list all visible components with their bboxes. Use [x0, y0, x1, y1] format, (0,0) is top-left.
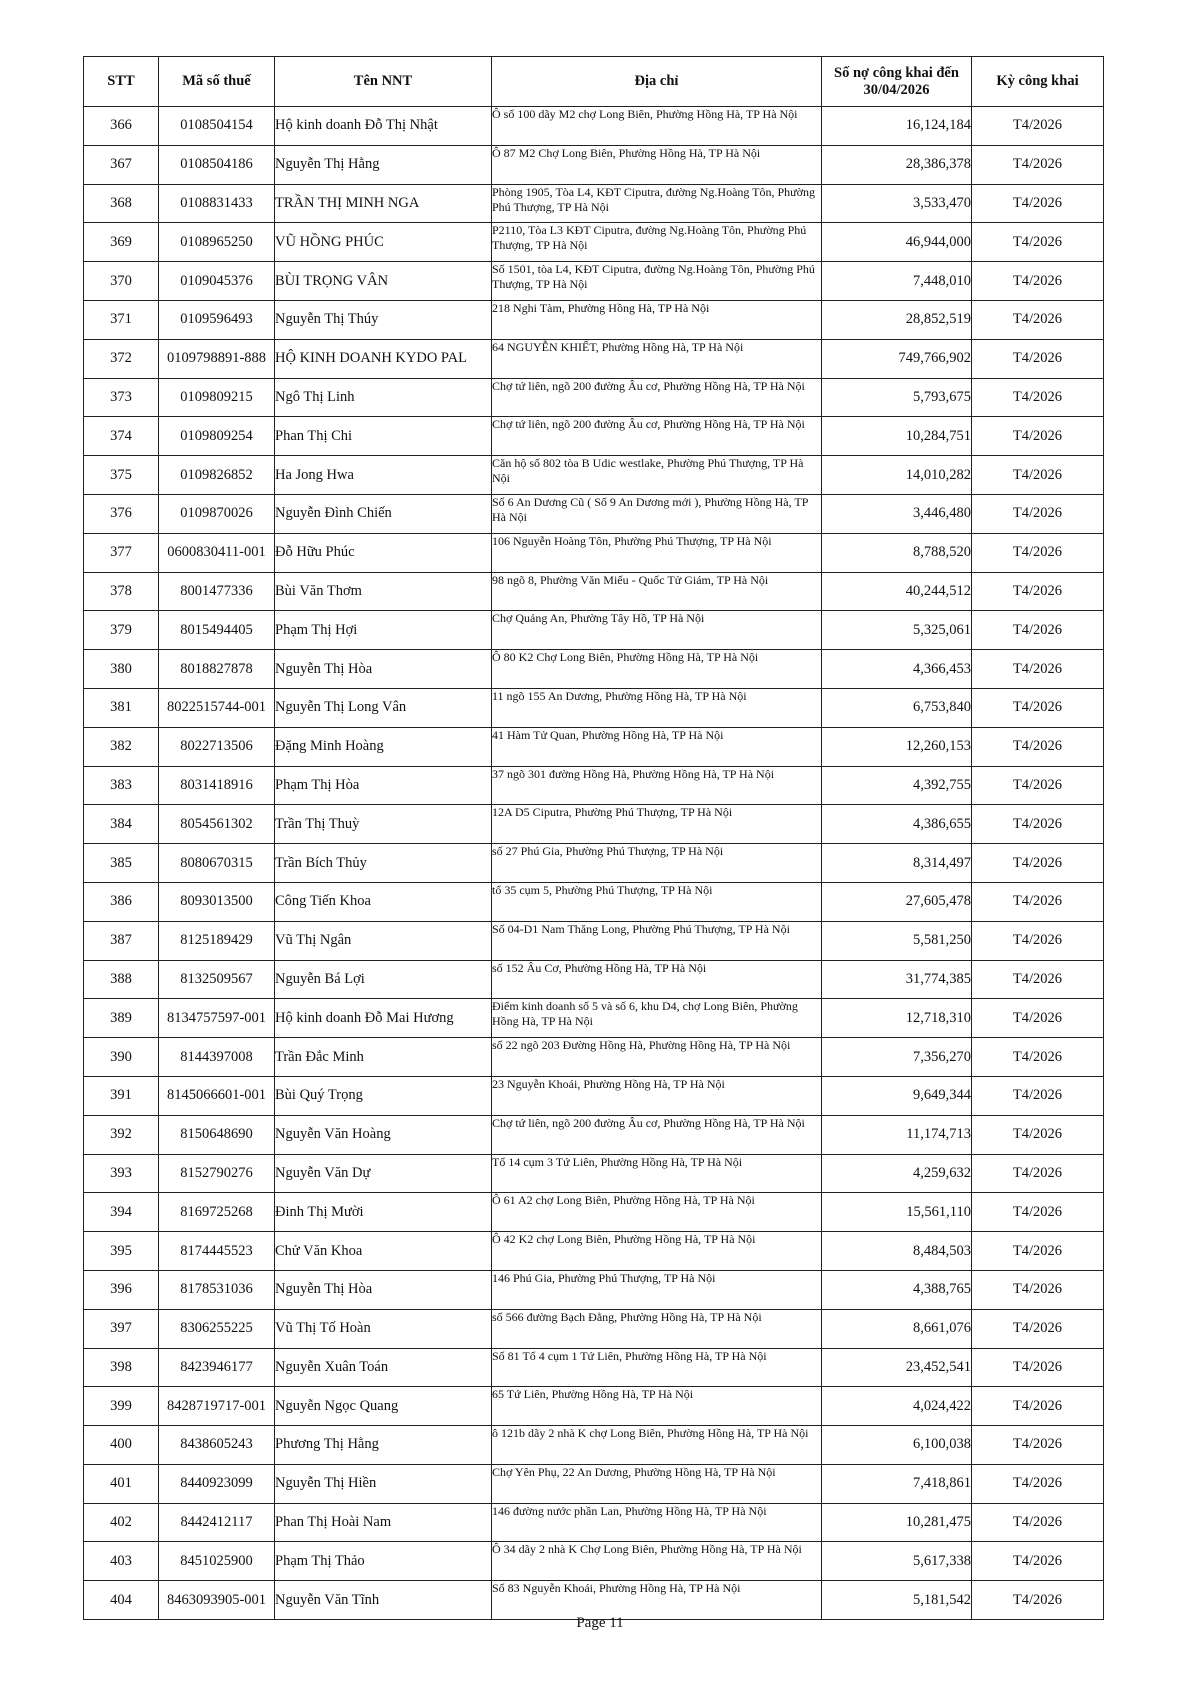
taxpayer-name-cell: Đặng Minh Hoàng: [275, 727, 492, 766]
publication-period-cell: T4/2026: [972, 1309, 1104, 1348]
taxpayer-name-cell: Nguyễn Xuân Toán: [275, 1348, 492, 1387]
row-number-cell: 369: [84, 223, 159, 262]
tax-code-cell: 8022515744-001: [159, 688, 275, 727]
table-row: [84, 960, 1104, 999]
table-row: [84, 456, 1104, 495]
table-row: [84, 1193, 1104, 1232]
taxpayer-name-cell: Đinh Thị Mười: [275, 1193, 492, 1232]
taxpayer-name-cell: Phạm Thị Thảo: [275, 1542, 492, 1581]
publication-period-cell: T4/2026: [972, 494, 1104, 533]
taxpayer-name-cell: Vũ Thị Tố Hoàn: [275, 1309, 492, 1348]
publication-period-cell: T4/2026: [972, 921, 1104, 960]
row-number-cell: 404: [84, 1581, 159, 1620]
publication-period-cell: T4/2026: [972, 844, 1104, 883]
table-row: [84, 378, 1104, 417]
row-number-cell: 375: [84, 456, 159, 495]
publication-period-cell: T4/2026: [972, 300, 1104, 339]
table-row: [84, 1232, 1104, 1271]
debt-amount-cell: 15,561,110: [822, 1193, 972, 1232]
table-row: [84, 1503, 1104, 1542]
tax-code-cell: 8125189429: [159, 921, 275, 960]
table-row: [84, 1154, 1104, 1193]
debt-amount-cell: 28,386,378: [822, 145, 972, 184]
debt-amount-cell: 12,718,310: [822, 999, 972, 1038]
address-cell: Ô 87 M2 Chợ Long Biên, Phường Hồng Hà, TP Hà Nội: [492, 145, 822, 184]
taxpayer-name-cell: Nguyễn Thị Hằng: [275, 145, 492, 184]
address-cell: 23 Nguyễn Khoái, Phường Hồng Hà, TP Hà Nội: [492, 1076, 822, 1115]
tax-code-cell: 0109809215: [159, 378, 275, 417]
taxpayer-name-cell: VŨ HỒNG PHÚC: [275, 223, 492, 262]
debt-amount-cell: 14,010,282: [822, 456, 972, 495]
publication-period-cell: T4/2026: [972, 805, 1104, 844]
taxpayer-name-cell: BÙI TRỌNG VÂN: [275, 262, 492, 301]
table-row: [84, 572, 1104, 611]
address-cell: Tổ 14 cụm 3 Tứ Liên, Phường Hồng Hà, TP Hà Nội: [492, 1154, 822, 1193]
address-cell: Ô 34 dãy 2 nhà K Chợ Long Biên, Phường Hồng Hà, TP Hà Nội: [492, 1542, 822, 1581]
address-cell: Số 6 An Dương Cũ ( Số 9 An Dương mới ), Phường Hồng Hà, TP Hà Nội: [492, 494, 822, 533]
row-number-cell: 395: [84, 1232, 159, 1271]
table-row: [84, 688, 1104, 727]
publication-period-cell: T4/2026: [972, 688, 1104, 727]
taxpayer-name-cell: Nguyễn Thị Hòa: [275, 650, 492, 689]
table-row: [84, 107, 1104, 146]
debt-amount-cell: 5,793,675: [822, 378, 972, 417]
debt-amount-cell: 23,452,541: [822, 1348, 972, 1387]
address-cell: Ô 80 K2 Chợ Long Biên, Phường Hồng Hà, TP Hà Nội: [492, 650, 822, 689]
publication-period-cell: T4/2026: [972, 1115, 1104, 1154]
row-number-cell: 386: [84, 882, 159, 921]
tax-code-cell: 8018827878: [159, 650, 275, 689]
debt-amount-cell: 3,533,470: [822, 184, 972, 223]
tax-code-cell: 0108965250: [159, 223, 275, 262]
taxpayer-name-cell: Đỗ Hữu Phúc: [275, 533, 492, 572]
address-cell: Chợ tứ liên, ngõ 200 đường Âu cơ, Phường Hồng Hà, TP Hà Nội: [492, 1115, 822, 1154]
debt-amount-cell: 7,418,861: [822, 1464, 972, 1503]
table-row: [84, 1115, 1104, 1154]
tax-code-cell: 8080670315: [159, 844, 275, 883]
row-number-cell: 399: [84, 1387, 159, 1426]
table-row: [84, 533, 1104, 572]
table-row: [84, 223, 1104, 262]
row-number-cell: 380: [84, 650, 159, 689]
debt-amount-cell: 8,661,076: [822, 1309, 972, 1348]
publication-period-cell: T4/2026: [972, 572, 1104, 611]
row-number-cell: 374: [84, 417, 159, 456]
taxpayer-name-cell: Phạm Thị Hợi: [275, 611, 492, 650]
tax-code-cell: 8451025900: [159, 1542, 275, 1581]
row-number-cell: 400: [84, 1426, 159, 1465]
row-number-cell: 377: [84, 533, 159, 572]
taxpayer-name-cell: Nguyễn Ngọc Quang: [275, 1387, 492, 1426]
header-taxpayer-name: Tên NNT: [275, 57, 492, 107]
publication-period-cell: T4/2026: [972, 1542, 1104, 1581]
debt-amount-cell: 6,753,840: [822, 688, 972, 727]
debt-amount-cell: 5,617,338: [822, 1542, 972, 1581]
table-row: [84, 1581, 1104, 1620]
debt-amount-cell: 40,244,512: [822, 572, 972, 611]
row-number-cell: 391: [84, 1076, 159, 1115]
row-number-cell: 384: [84, 805, 159, 844]
publication-period-cell: T4/2026: [972, 882, 1104, 921]
address-cell: 65 Tứ Liên, Phường Hồng Hà, TP Hà Nội: [492, 1387, 822, 1426]
tax-code-cell: 0109870026: [159, 494, 275, 533]
debt-amount-cell: 749,766,902: [822, 339, 972, 378]
debt-amount-cell: 10,284,751: [822, 417, 972, 456]
taxpayer-name-cell: Nguyễn Thị Hòa: [275, 1270, 492, 1309]
publication-period-cell: T4/2026: [972, 456, 1104, 495]
debt-amount-cell: 10,281,475: [822, 1503, 972, 1542]
publication-period-cell: T4/2026: [972, 1464, 1104, 1503]
taxpayer-name-cell: Phan Thị Chi: [275, 417, 492, 456]
page-number: Page 11: [576, 1615, 624, 1631]
taxpayer-name-cell: Công Tiến Khoa: [275, 882, 492, 921]
header-tax-code: Mã số thuế: [159, 57, 275, 107]
tax-code-cell: 8132509567: [159, 960, 275, 999]
row-number-cell: 382: [84, 727, 159, 766]
tax-code-cell: 0109798891-888: [159, 339, 275, 378]
address-cell: 64 NGUYỄN KHIẾT, Phường Hồng Hà, TP Hà Nội: [492, 339, 822, 378]
address-cell: 11 ngõ 155 An Dương, Phường Hồng Hà, TP Hà Nội: [492, 688, 822, 727]
debt-amount-cell: 28,852,519: [822, 300, 972, 339]
header-period: Kỳ công khai: [972, 57, 1104, 107]
header-stt: STT: [84, 57, 159, 107]
publication-period-cell: T4/2026: [972, 1154, 1104, 1193]
tax-code-cell: 8428719717-001: [159, 1387, 275, 1426]
header-address: Địa chỉ: [492, 57, 822, 107]
tax-code-cell: 0108504186: [159, 145, 275, 184]
row-number-cell: 370: [84, 262, 159, 301]
publication-period-cell: T4/2026: [972, 339, 1104, 378]
table-row: [84, 1270, 1104, 1309]
taxpayer-name-cell: Chử Văn Khoa: [275, 1232, 492, 1271]
table-row: [84, 1038, 1104, 1077]
row-number-cell: 376: [84, 494, 159, 533]
debt-amount-cell: 5,325,061: [822, 611, 972, 650]
taxpayer-name-cell: Vũ Thị Ngân: [275, 921, 492, 960]
debt-amount-cell: 4,259,632: [822, 1154, 972, 1193]
address-cell: Chợ tứ liên, ngõ 200 đường Âu cơ, Phường Hồng Hà, TP Hà Nội: [492, 417, 822, 456]
tax-code-cell: 8306255225: [159, 1309, 275, 1348]
address-cell: Chợ tứ liên, ngõ 200 đường Âu cơ, Phường Hồng Hà, TP Hà Nội: [492, 378, 822, 417]
taxpayer-name-cell: Nguyễn Văn Hoàng: [275, 1115, 492, 1154]
debt-amount-cell: 7,356,270: [822, 1038, 972, 1077]
address-cell: Phòng 1905, Tòa L4, KĐT Ciputra, đường Ng.Hoàng Tôn, Phường Phú Thượng, TP Hà Nội: [492, 184, 822, 223]
address-cell: Căn hộ số 802 tòa B Udic westlake, Phường Phú Thượng, TP Hà Nội: [492, 456, 822, 495]
tax-code-cell: 8054561302: [159, 805, 275, 844]
debt-amount-cell: 12,260,153: [822, 727, 972, 766]
publication-period-cell: T4/2026: [972, 223, 1104, 262]
address-cell: Số 1501, tòa L4, KĐT Ciputra, đường Ng.Hoàng Tôn, Phường Phú Thượng, TP Hà Nội: [492, 262, 822, 301]
taxpayer-name-cell: Phạm Thị Hòa: [275, 766, 492, 805]
tax-code-cell: 8178531036: [159, 1270, 275, 1309]
table-row: [84, 184, 1104, 223]
debt-amount-cell: 46,944,000: [822, 223, 972, 262]
row-number-cell: 397: [84, 1309, 159, 1348]
row-number-cell: 390: [84, 1038, 159, 1077]
table-header-row: [84, 57, 1104, 107]
address-cell: ô 121b dãy 2 nhà K chợ Long Biên, Phường Hồng Hà, TP Hà Nội: [492, 1426, 822, 1465]
table-row: [84, 882, 1104, 921]
taxpayer-name-cell: Hộ kinh doanh Đỗ Thị Nhật: [275, 107, 492, 146]
tax-code-cell: 8134757597-001: [159, 999, 275, 1038]
publication-period-cell: T4/2026: [972, 766, 1104, 805]
table-row: [84, 844, 1104, 883]
debt-amount-cell: 3,446,480: [822, 494, 972, 533]
row-number-cell: 381: [84, 688, 159, 727]
publication-period-cell: T4/2026: [972, 417, 1104, 456]
table-row: [84, 999, 1104, 1038]
address-cell: 106 Nguyễn Hoàng Tôn, Phường Phú Thượng, TP Hà Nội: [492, 533, 822, 572]
tax-code-cell: 8145066601-001: [159, 1076, 275, 1115]
publication-period-cell: T4/2026: [972, 1038, 1104, 1077]
table-row: [84, 766, 1104, 805]
publication-period-cell: T4/2026: [972, 1581, 1104, 1620]
debt-amount-cell: 7,448,010: [822, 262, 972, 301]
debt-amount-cell: 6,100,038: [822, 1426, 972, 1465]
address-cell: số 27 Phú Gia, Phường Phú Thượng, TP Hà Nội: [492, 844, 822, 883]
publication-period-cell: T4/2026: [972, 1076, 1104, 1115]
table-row: [84, 417, 1104, 456]
taxpayer-name-cell: Trần Thị Thuỳ: [275, 805, 492, 844]
taxpayer-name-cell: Ha Jong Hwa: [275, 456, 492, 495]
address-cell: 41 Hàm Tử Quan, Phường Hồng Hà, TP Hà Nội: [492, 727, 822, 766]
taxpayer-name-cell: HỘ KINH DOANH KYDO PAL: [275, 339, 492, 378]
publication-period-cell: T4/2026: [972, 1426, 1104, 1465]
address-cell: Ô 61 A2 chợ Long Biên, Phường Hồng Hà, TP Hà Nội: [492, 1193, 822, 1232]
debt-amount-cell: 11,174,713: [822, 1115, 972, 1154]
row-number-cell: 403: [84, 1542, 159, 1581]
tax-code-cell: 0108831433: [159, 184, 275, 223]
publication-period-cell: T4/2026: [972, 1348, 1104, 1387]
publication-period-cell: T4/2026: [972, 650, 1104, 689]
row-number-cell: 371: [84, 300, 159, 339]
tax-code-cell: 0108504154: [159, 107, 275, 146]
publication-period-cell: T4/2026: [972, 145, 1104, 184]
taxpayer-name-cell: Trần Bích Thủy: [275, 844, 492, 883]
row-number-cell: 368: [84, 184, 159, 223]
publication-period-cell: T4/2026: [972, 611, 1104, 650]
publication-period-cell: T4/2026: [972, 378, 1104, 417]
publication-period-cell: T4/2026: [972, 727, 1104, 766]
address-cell: 146 đường nước phần Lan, Phường Hồng Hà, TP Hà Nội: [492, 1503, 822, 1542]
tax-code-cell: 0109045376: [159, 262, 275, 301]
table-row: [84, 300, 1104, 339]
tax-code-cell: 8152790276: [159, 1154, 275, 1193]
row-number-cell: 378: [84, 572, 159, 611]
row-number-cell: 402: [84, 1503, 159, 1542]
table-row: [84, 727, 1104, 766]
debt-amount-cell: 31,774,385: [822, 960, 972, 999]
taxpayer-name-cell: Nguyễn Bá Lợi: [275, 960, 492, 999]
tax-code-cell: 0109809254: [159, 417, 275, 456]
row-number-cell: 389: [84, 999, 159, 1038]
address-cell: 98 ngõ 8, Phường Văn Miếu - Quốc Tử Giám, TP Hà Nội: [492, 572, 822, 611]
tax-code-cell: 8438605243: [159, 1426, 275, 1465]
taxpayer-name-cell: Trần Đắc Minh: [275, 1038, 492, 1077]
address-cell: Chợ Yên Phụ, 22 An Dương, Phường Hồng Hà, TP Hà Nội: [492, 1464, 822, 1503]
address-cell: Số 83 Nguyễn Khoái, Phường Hồng Hà, TP Hà Nội: [492, 1581, 822, 1620]
header-debt-amount: Số nợ công khai đến 30/04/2026: [822, 57, 972, 107]
tax-code-cell: 8423946177: [159, 1348, 275, 1387]
row-number-cell: 385: [84, 844, 159, 883]
debt-amount-cell: 8,788,520: [822, 533, 972, 572]
table-row: [84, 262, 1104, 301]
tax-code-cell: 8093013500: [159, 882, 275, 921]
publication-period-cell: T4/2026: [972, 1387, 1104, 1426]
address-cell: 146 Phú Gia, Phường Phú Thượng, TP Hà Nội: [492, 1270, 822, 1309]
row-number-cell: 387: [84, 921, 159, 960]
address-cell: số 22 ngõ 203 Đường Hồng Hà, Phường Hồng Hà, TP Hà Nội: [492, 1038, 822, 1077]
debt-amount-cell: 8,484,503: [822, 1232, 972, 1271]
tax-code-cell: 8015494405: [159, 611, 275, 650]
table-row: [84, 611, 1104, 650]
table-row: [84, 339, 1104, 378]
publication-period-cell: T4/2026: [972, 184, 1104, 223]
taxpayer-name-cell: Phương Thị Hằng: [275, 1426, 492, 1465]
table-row: [84, 494, 1104, 533]
table-row: [84, 1542, 1104, 1581]
row-number-cell: 401: [84, 1464, 159, 1503]
tax-debt-table: [83, 56, 1104, 1620]
taxpayer-name-cell: Bùi Văn Thơm: [275, 572, 492, 611]
row-number-cell: 367: [84, 145, 159, 184]
table-row: [84, 1076, 1104, 1115]
publication-period-cell: T4/2026: [972, 960, 1104, 999]
publication-period-cell: T4/2026: [972, 262, 1104, 301]
row-number-cell: 366: [84, 107, 159, 146]
debt-amount-cell: 4,392,755: [822, 766, 972, 805]
tax-code-cell: 8174445523: [159, 1232, 275, 1271]
taxpayer-name-cell: Nguyễn Thị Thúy: [275, 300, 492, 339]
table-body: [84, 107, 1104, 1620]
address-cell: tổ 35 cụm 5, Phường Phú Thượng, TP Hà Nội: [492, 882, 822, 921]
address-cell: 12A D5 Ciputra, Phường Phú Thượng, TP Hà Nội: [492, 805, 822, 844]
table-row: [84, 921, 1104, 960]
row-number-cell: 398: [84, 1348, 159, 1387]
row-number-cell: 393: [84, 1154, 159, 1193]
publication-period-cell: T4/2026: [972, 107, 1104, 146]
row-number-cell: 396: [84, 1270, 159, 1309]
tax-code-cell: 8022713506: [159, 727, 275, 766]
taxpayer-name-cell: Nguyễn Thị Hiền: [275, 1464, 492, 1503]
row-number-cell: 372: [84, 339, 159, 378]
row-number-cell: 383: [84, 766, 159, 805]
publication-period-cell: T4/2026: [972, 533, 1104, 572]
taxpayer-name-cell: Nguyễn Đình Chiến: [275, 494, 492, 533]
publication-period-cell: T4/2026: [972, 1270, 1104, 1309]
table-row: [84, 1387, 1104, 1426]
address-cell: Số 81 Tổ 4 cụm 1 Tứ Liên, Phường Hồng Hà, TP Hà Nội: [492, 1348, 822, 1387]
publication-period-cell: T4/2026: [972, 1232, 1104, 1271]
debt-amount-cell: 9,649,344: [822, 1076, 972, 1115]
tax-code-cell: 8031418916: [159, 766, 275, 805]
debt-amount-cell: 4,386,655: [822, 805, 972, 844]
publication-period-cell: T4/2026: [972, 999, 1104, 1038]
address-cell: số 152 Âu Cơ, Phường Hồng Hà, TP Hà Nội: [492, 960, 822, 999]
debt-amount-cell: 8,314,497: [822, 844, 972, 883]
debt-amount-cell: 4,024,422: [822, 1387, 972, 1426]
taxpayer-name-cell: Bùi Quý Trọng: [275, 1076, 492, 1115]
debt-amount-cell: 4,388,765: [822, 1270, 972, 1309]
row-number-cell: 394: [84, 1193, 159, 1232]
row-number-cell: 379: [84, 611, 159, 650]
tax-code-cell: 0109826852: [159, 456, 275, 495]
address-cell: Ô số 100 dãy M2 chợ Long Biên, Phường Hồng Hà, TP Hà Nội: [492, 107, 822, 146]
publication-period-cell: T4/2026: [972, 1193, 1104, 1232]
table-row: [84, 1309, 1104, 1348]
taxpayer-name-cell: Nguyễn Văn Tĩnh: [275, 1581, 492, 1620]
address-cell: 218 Nghi Tàm, Phường Hồng Hà, TP Hà Nội: [492, 300, 822, 339]
row-number-cell: 388: [84, 960, 159, 999]
tax-code-cell: 8440923099: [159, 1464, 275, 1503]
tax-code-cell: 0600830411-001: [159, 533, 275, 572]
taxpayer-name-cell: Ngô Thị Linh: [275, 378, 492, 417]
address-cell: P2110, Tòa L3 KĐT Ciputra, đường Ng.Hoàng Tôn, Phường Phú Thượng, TP Hà Nội: [492, 223, 822, 262]
row-number-cell: 392: [84, 1115, 159, 1154]
address-cell: Điểm kinh doanh số 5 và số 6, khu D4, chợ Long Biên, Phường Hồng Hà, TP Hà Nội: [492, 999, 822, 1038]
tax-code-cell: 0109596493: [159, 300, 275, 339]
tax-code-cell: 8169725268: [159, 1193, 275, 1232]
debt-amount-cell: 5,181,542: [822, 1581, 972, 1620]
tax-code-cell: 8001477336: [159, 572, 275, 611]
address-cell: Số 04-D1 Nam Thăng Long, Phường Phú Thượng, TP Hà Nội: [492, 921, 822, 960]
tax-code-cell: 8144397008: [159, 1038, 275, 1077]
address-cell: Ô 42 K2 chợ Long Biên, Phường Hồng Hà, TP Hà Nội: [492, 1232, 822, 1271]
table-row: [84, 650, 1104, 689]
taxpayer-name-cell: Hộ kinh doanh Đỗ Mai Hương: [275, 999, 492, 1038]
debt-amount-cell: 5,581,250: [822, 921, 972, 960]
taxpayer-name-cell: Nguyễn Thị Long Vân: [275, 688, 492, 727]
table-row: [84, 1426, 1104, 1465]
table-row: [84, 145, 1104, 184]
address-cell: Chợ Quảng An, Phường Tây Hồ, TP Hà Nội: [492, 611, 822, 650]
table-row: [84, 1348, 1104, 1387]
taxpayer-name-cell: Phan Thị Hoài Nam: [275, 1503, 492, 1542]
tax-code-cell: 8463093905-001: [159, 1581, 275, 1620]
table-row: [84, 805, 1104, 844]
table-row: [84, 1464, 1104, 1503]
tax-code-cell: 8150648690: [159, 1115, 275, 1154]
publication-period-cell: T4/2026: [972, 1503, 1104, 1542]
debt-amount-cell: 4,366,453: [822, 650, 972, 689]
taxpayer-name-cell: TRẦN THỊ MINH NGA: [275, 184, 492, 223]
taxpayer-name-cell: Nguyễn Văn Dự: [275, 1154, 492, 1193]
debt-amount-cell: 16,124,184: [822, 107, 972, 146]
debt-amount-cell: 27,605,478: [822, 882, 972, 921]
address-cell: 37 ngõ 301 đường Hồng Hà, Phường Hồng Hà, TP Hà Nội: [492, 766, 822, 805]
tax-code-cell: 8442412117: [159, 1503, 275, 1542]
address-cell: số 566 đường Bạch Đằng, Phường Hồng Hà, TP Hà Nội: [492, 1309, 822, 1348]
row-number-cell: 373: [84, 378, 159, 417]
